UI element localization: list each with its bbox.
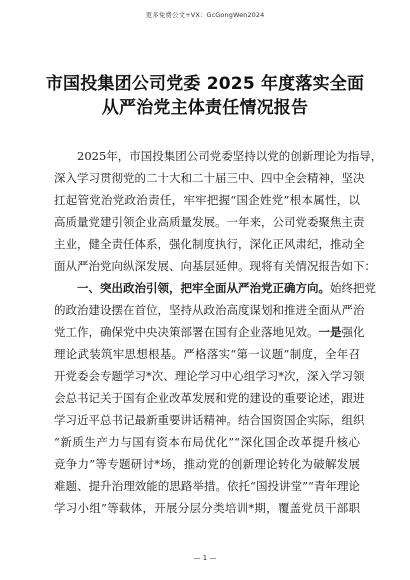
intro-paragraph — [54, 145, 383, 277]
body-line — [54, 321, 365, 343]
body-line: 2025年，市国投集团公司党委坚持以党的创新理论为指导， — [77, 149, 383, 163]
body-line: 竞争力”等专题研讨*场，推动党的创新理论转化为破解发展 — [54, 457, 360, 471]
point-one-tail: 强化 — [341, 325, 365, 339]
title-line-2: 从严治党主体责任情况报告 — [101, 98, 309, 118]
point-one-label: 一是 — [318, 325, 342, 339]
page-number: — 1 — — [193, 554, 217, 562]
body-line: 理论武装筑牢思想根基。严格落实“第一议题”制度，全年召 — [54, 347, 360, 361]
body-line: 高质量党建引领企业高质量发展。一年来，公司党委聚焦主责 — [54, 215, 365, 229]
document-body — [54, 145, 383, 519]
body-line: 的政治建设摆在首位，坚持从政治高度谋划和推进全面从严治 — [54, 303, 365, 317]
body-line: 学习近平总书记最新重要讲话精神。结合国资国企实际，组织 — [54, 413, 365, 427]
body-line: 主业，健全责任体系，强化制度执行，深化正风肃纪，推动全 — [54, 237, 365, 251]
body-line: 深入学习贯彻党的二十大和二十届三中、四中全会精神，坚决 — [54, 171, 365, 185]
document-title — [0, 72, 410, 120]
section-1-paragraph — [54, 277, 376, 519]
section-1-heading: 一、突出政治引领，把牢全面从严治党正确方向。 — [77, 281, 330, 295]
section-1-heading-tail: 始终把党 — [330, 281, 376, 295]
body-line-text: 党工作，确保党中央决策部署在国有企业落地见效。 — [54, 325, 319, 339]
title-line-1: 市国投集团公司党委 2025 年度落实全面 — [45, 74, 365, 94]
body-line: “新质生产力与国有资本布局优化”“深化国企改革提升核心 — [54, 435, 360, 449]
section-heading-line — [54, 277, 376, 299]
body-line: 开党委会专题学习*次、理论学习中心组学习*次，深入学习领 — [54, 369, 365, 383]
body-line: 学习小组”等载体，开展分层分类培训*期，覆盖党员干部职 — [54, 501, 360, 515]
body-line: 扛起管党治党政治责任，牢牢把握“国企姓党”根本属性，以 — [54, 193, 360, 207]
body-line: 难题、提升治理效能的思路举措。依托“国投讲堂”“青年理论 — [54, 479, 360, 493]
promo-banner: 更多免费公文+VX：GcGongWen2024 — [145, 11, 265, 19]
body-line: 面从严治党向纵深发展、向基层延伸。现将有关情况报告如下： — [54, 259, 376, 273]
body-line: 会总书记关于国有企业改革发展和党的建设的重要论述，跟进 — [54, 391, 365, 405]
